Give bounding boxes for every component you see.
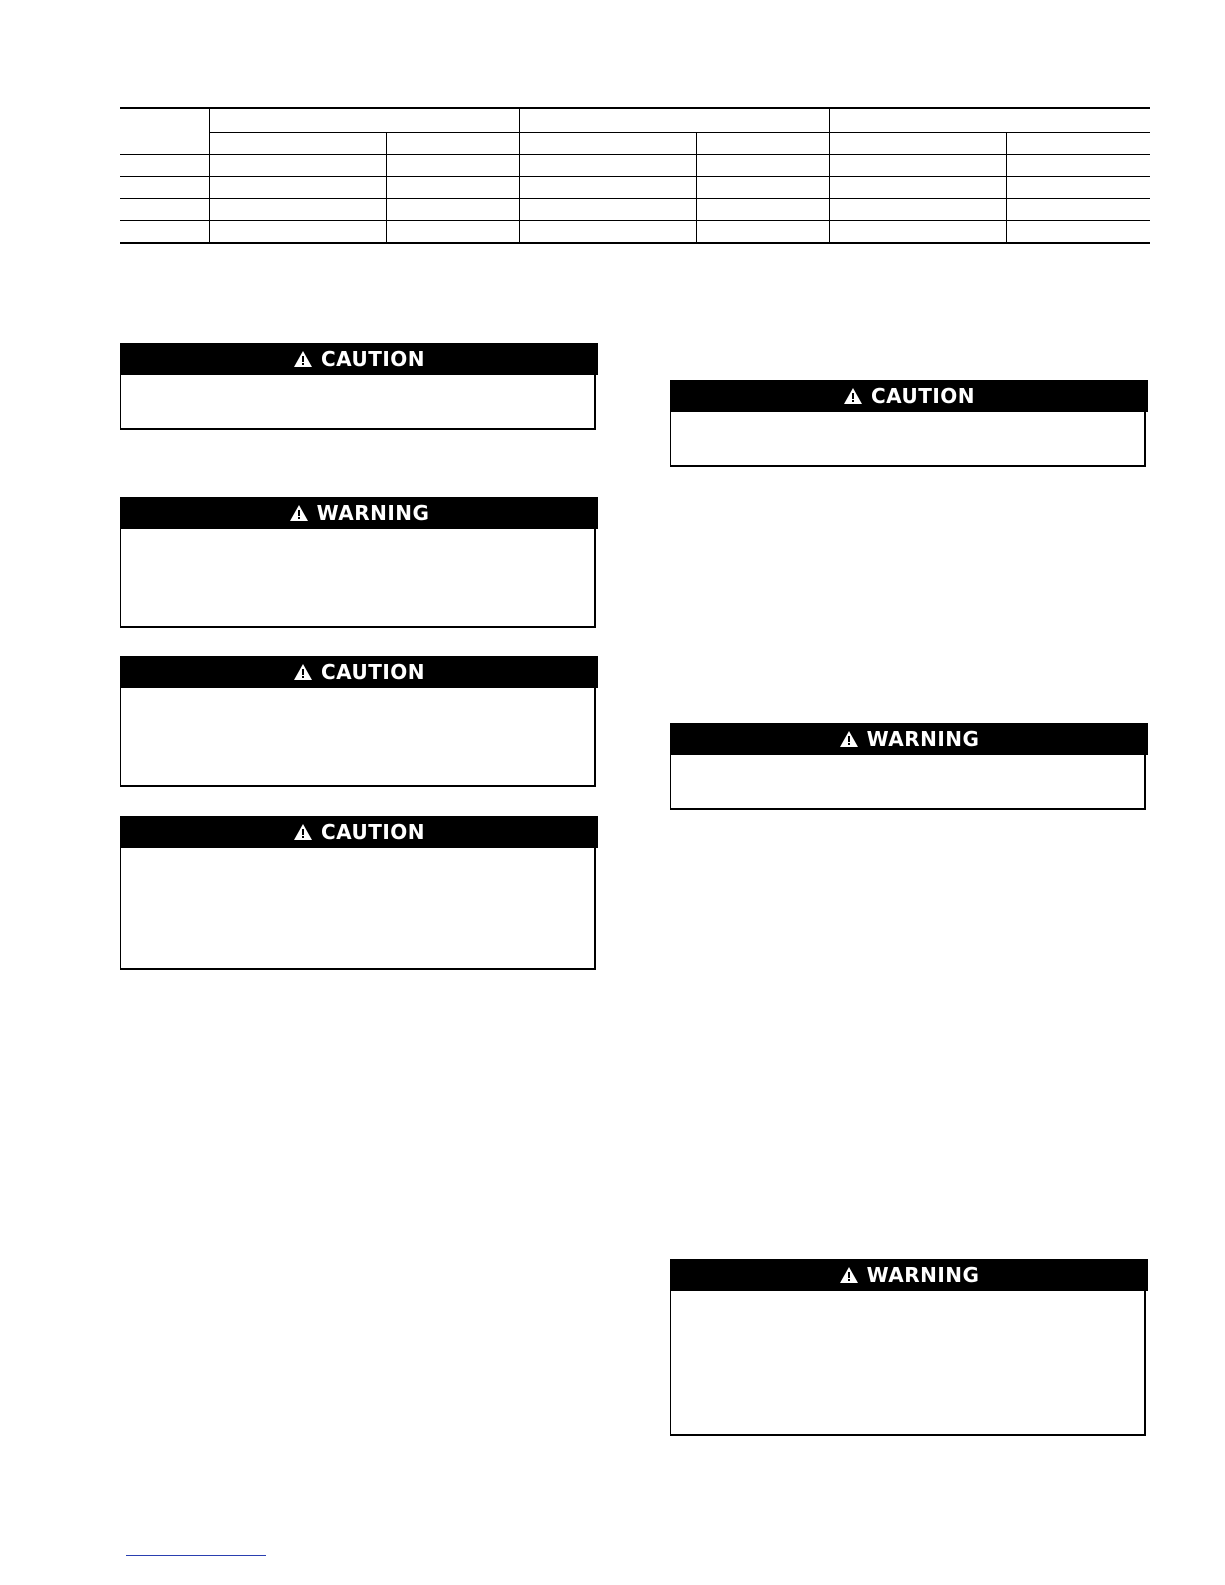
table-cell xyxy=(120,221,209,244)
table-cell xyxy=(120,199,209,221)
caution-notice xyxy=(120,816,598,970)
caution-notice xyxy=(120,343,598,430)
caution-header xyxy=(120,656,598,688)
table-cell xyxy=(209,199,386,221)
table-cell xyxy=(519,199,696,221)
caution-label: CAUTION xyxy=(870,384,976,408)
caution-body xyxy=(120,688,596,787)
caution-label: CAUTION xyxy=(320,660,426,684)
table-cell xyxy=(386,177,519,199)
table-header-cell xyxy=(519,133,696,155)
table-cell xyxy=(1006,199,1150,221)
caution-body xyxy=(670,412,1146,467)
table-cell xyxy=(209,177,386,199)
table-header-cell xyxy=(120,108,209,155)
warning-header xyxy=(670,1259,1148,1291)
table-cell xyxy=(519,221,696,244)
caution-body xyxy=(120,848,596,970)
footer-rule xyxy=(126,1555,266,1556)
table-cell xyxy=(829,177,1006,199)
warning-notice xyxy=(120,497,598,628)
table-cell xyxy=(829,199,1006,221)
caution-header xyxy=(670,380,1148,412)
warning-body xyxy=(670,755,1146,810)
warning-body xyxy=(670,1291,1146,1436)
caution-body xyxy=(120,375,596,430)
table-cell xyxy=(120,155,209,177)
table-cell xyxy=(696,155,829,177)
warning-triangle-icon xyxy=(293,350,313,368)
table-row xyxy=(120,221,1150,244)
warning-triangle-icon xyxy=(839,1266,859,1284)
table-cell xyxy=(209,221,386,244)
table-cell xyxy=(386,221,519,244)
caution-label: CAUTION xyxy=(320,820,426,844)
table-cell xyxy=(1006,155,1150,177)
table-cell xyxy=(1006,177,1150,199)
table-row xyxy=(120,199,1150,221)
table-cell xyxy=(696,199,829,221)
table-cell xyxy=(209,155,386,177)
warning-notice xyxy=(670,723,1148,810)
warning-triangle-icon xyxy=(839,730,859,748)
table-row xyxy=(120,177,1150,199)
table-header-cell xyxy=(1006,133,1150,155)
warning-triangle-icon xyxy=(293,663,313,681)
spec-table xyxy=(120,107,1150,244)
warning-triangle-icon xyxy=(843,387,863,405)
table-header-cell xyxy=(519,108,829,133)
caution-header xyxy=(120,816,598,848)
table-cell xyxy=(696,177,829,199)
table-header-row xyxy=(120,108,1150,133)
caution-label: CAUTION xyxy=(320,347,426,371)
table-cell xyxy=(829,221,1006,244)
table-cell xyxy=(386,199,519,221)
table-header-cell xyxy=(829,133,1006,155)
warning-header xyxy=(670,723,1148,755)
table-cell xyxy=(519,155,696,177)
table-cell xyxy=(386,155,519,177)
table-header-cell xyxy=(386,133,519,155)
table-cell xyxy=(696,221,829,244)
warning-label: WARNING xyxy=(866,1263,980,1287)
warning-label: WARNING xyxy=(316,501,430,525)
table-header-cell xyxy=(209,108,519,133)
caution-notice xyxy=(120,656,598,787)
warning-body xyxy=(120,529,596,628)
table-cell xyxy=(519,177,696,199)
table-header-cell xyxy=(209,133,386,155)
table-cell xyxy=(1006,221,1150,244)
warning-notice xyxy=(670,1259,1148,1436)
table-subheader-row xyxy=(120,133,1150,155)
table-cell xyxy=(120,177,209,199)
caution-header xyxy=(120,343,598,375)
table-header-cell xyxy=(829,108,1150,133)
warning-label: WARNING xyxy=(866,727,980,751)
caution-notice xyxy=(670,380,1148,467)
table-header-cell xyxy=(696,133,829,155)
table-row xyxy=(120,155,1150,177)
table-cell xyxy=(829,155,1006,177)
warning-triangle-icon xyxy=(289,504,309,522)
warning-header xyxy=(120,497,598,529)
warning-triangle-icon xyxy=(293,823,313,841)
